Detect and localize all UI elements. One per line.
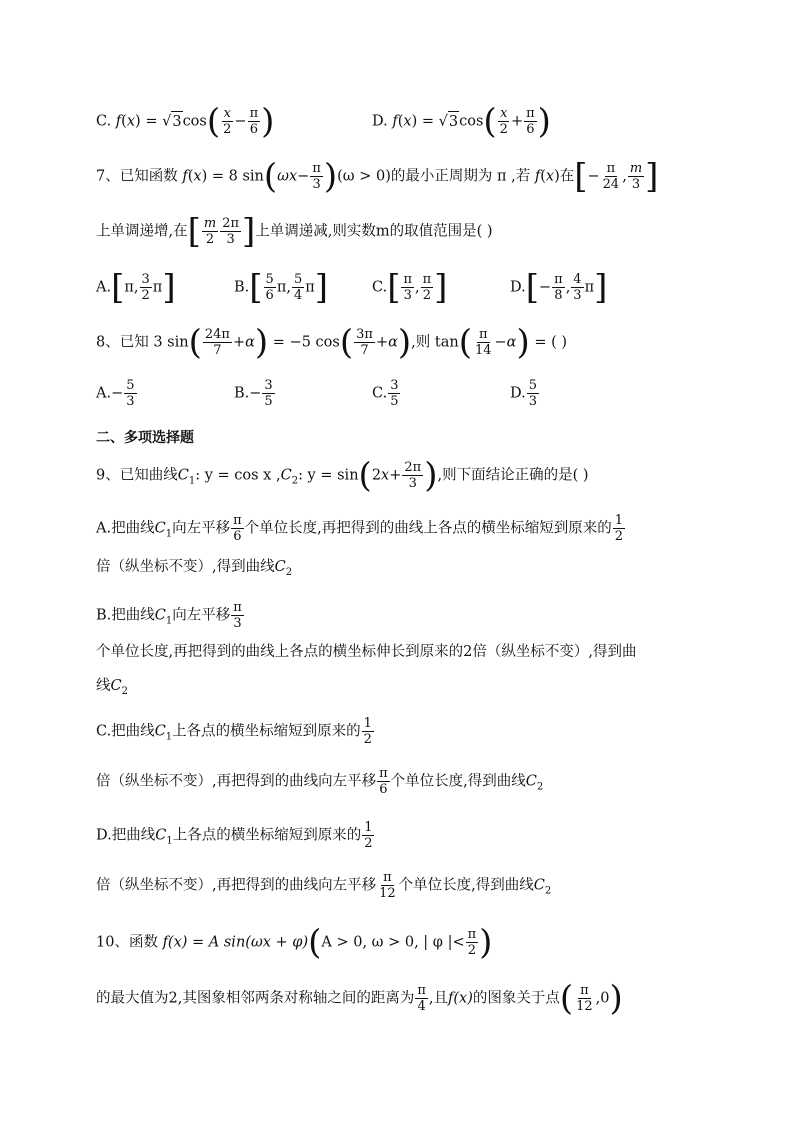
q7-option-d[interactable]: D.[− $\frac{\pi}{8}$ , $\frac{4}{3}$ π] bbox=[510, 267, 608, 308]
q7-stem-line2: 上单调递增,在[ $\frac{m}{2}$ $\frac{2\pi}{3}$ ]上单调递减,则实数m的取值范围是( ) bbox=[96, 211, 493, 252]
q8-option-a[interactable]: A.− $\frac{5}{3}$ bbox=[96, 378, 135, 409]
q6-option-d[interactable]: D. f(x) = √3cos( $\frac{x}{2}$ + $\frac{\pi}{6}$ ) bbox=[372, 101, 551, 142]
q10-stem-line1: 10、函数 f(x) = A sin(ωx + φ)(A > 0, ω > 0, | φ |< $\frac{\pi}{2}$ ) bbox=[96, 922, 493, 963]
q7-option-a[interactable]: A.[π, $\frac{3}{2}$ π] bbox=[96, 267, 176, 308]
q8-stem: 8、已知 3 sin( $\frac{24\pi}{7}$ +α) = −5 cos( $\frac{3\pi}{7}$ +α),则 tan( $\frac{\pi}{14}$ −α) = ( ) bbox=[96, 322, 568, 363]
q8-option-d[interactable]: D. $\frac{5}{3}$ bbox=[510, 378, 537, 409]
q9-option-b-line1[interactable]: B.把曲线$C_1$向左平移 $\frac{\pi}{3}$ bbox=[96, 600, 242, 631]
q9-option-a-line2: 倍（纵坐标不变）,得到曲线$C_2$ bbox=[96, 559, 293, 578]
q8-option-b[interactable]: B.− $\frac{3}{5}$ bbox=[234, 378, 273, 409]
q9-option-a-line1[interactable]: A.把曲线$C_1$向左平移 $\frac{\pi}{6}$ 个单位长度,再把得到的曲线上各点的横坐标缩短到原来的 $\frac{1}{2}$ bbox=[96, 513, 624, 544]
q9-option-b-line3: 线$C_2$ bbox=[96, 678, 128, 697]
q8-option-c[interactable]: C. $\frac{3}{5}$ bbox=[372, 378, 399, 409]
q9-option-b-line2: 个单位长度,再把得到的曲线上各点的横坐标伸长到原来的2倍（纵坐标不变）,得到曲 bbox=[96, 644, 637, 660]
q7-option-b[interactable]: B.[ $\frac{5}{6}$ π, $\frac{5}{4}$ π] bbox=[234, 267, 329, 308]
q9-option-c-line2: 倍（纵坐标不变）,再把得到的曲线向左平移 $\frac{\pi}{6}$ 个单位长度,得到曲线$C_2$ bbox=[96, 766, 544, 797]
q7-option-c[interactable]: C.[ $\frac{\pi}{3}$ , $\frac{\pi}{2}$ ] bbox=[372, 267, 448, 308]
q6-option-c[interactable]: C. f(x) = √3cos( $\frac{x}{2}$ − $\frac{\pi}{6}$ ) bbox=[96, 101, 275, 142]
section-heading-multi-choice: 二、多项选择题 bbox=[96, 430, 194, 446]
q9-option-d-line1[interactable]: D.把曲线$C_1$上各点的横坐标缩短到原来的 $\frac{1}{2}$ bbox=[96, 820, 373, 851]
q9-stem: 9、已知曲线$C_1$: y = cos x $,C_2$: y = sin(2x+ $\frac{2\pi}{3}$ ),则下面结论正确的是( ) bbox=[96, 455, 589, 496]
q9-option-c-line1[interactable]: C.把曲线$C_1$上各点的横坐标缩短到原来的 $\frac{1}{2}$ bbox=[96, 716, 372, 747]
q10-stem-line2: 的最大值为2,其图象相邻两条对称轴之间的距离为 $\frac{\pi}{4}$ ,且f(x)的图象关于点( $\frac{\pi}{12}$ ,0) bbox=[96, 978, 623, 1019]
q7-stem-line1: 7、已知函数 f(x) = 8 sin(ωx− $\frac{\pi}{3}$ )(ω > 0)的最小正周期为 π ,若 f(x)在[− $\frac{\pi}{24}$ , $\frac{m}{3}$ ] bbox=[96, 156, 659, 197]
q9-option-d-line2: 倍（纵坐标不变）,再把得到的曲线向左平移 $\frac{\pi}{12}$ 个单位长度,得到曲线$C_2$ bbox=[96, 870, 552, 901]
